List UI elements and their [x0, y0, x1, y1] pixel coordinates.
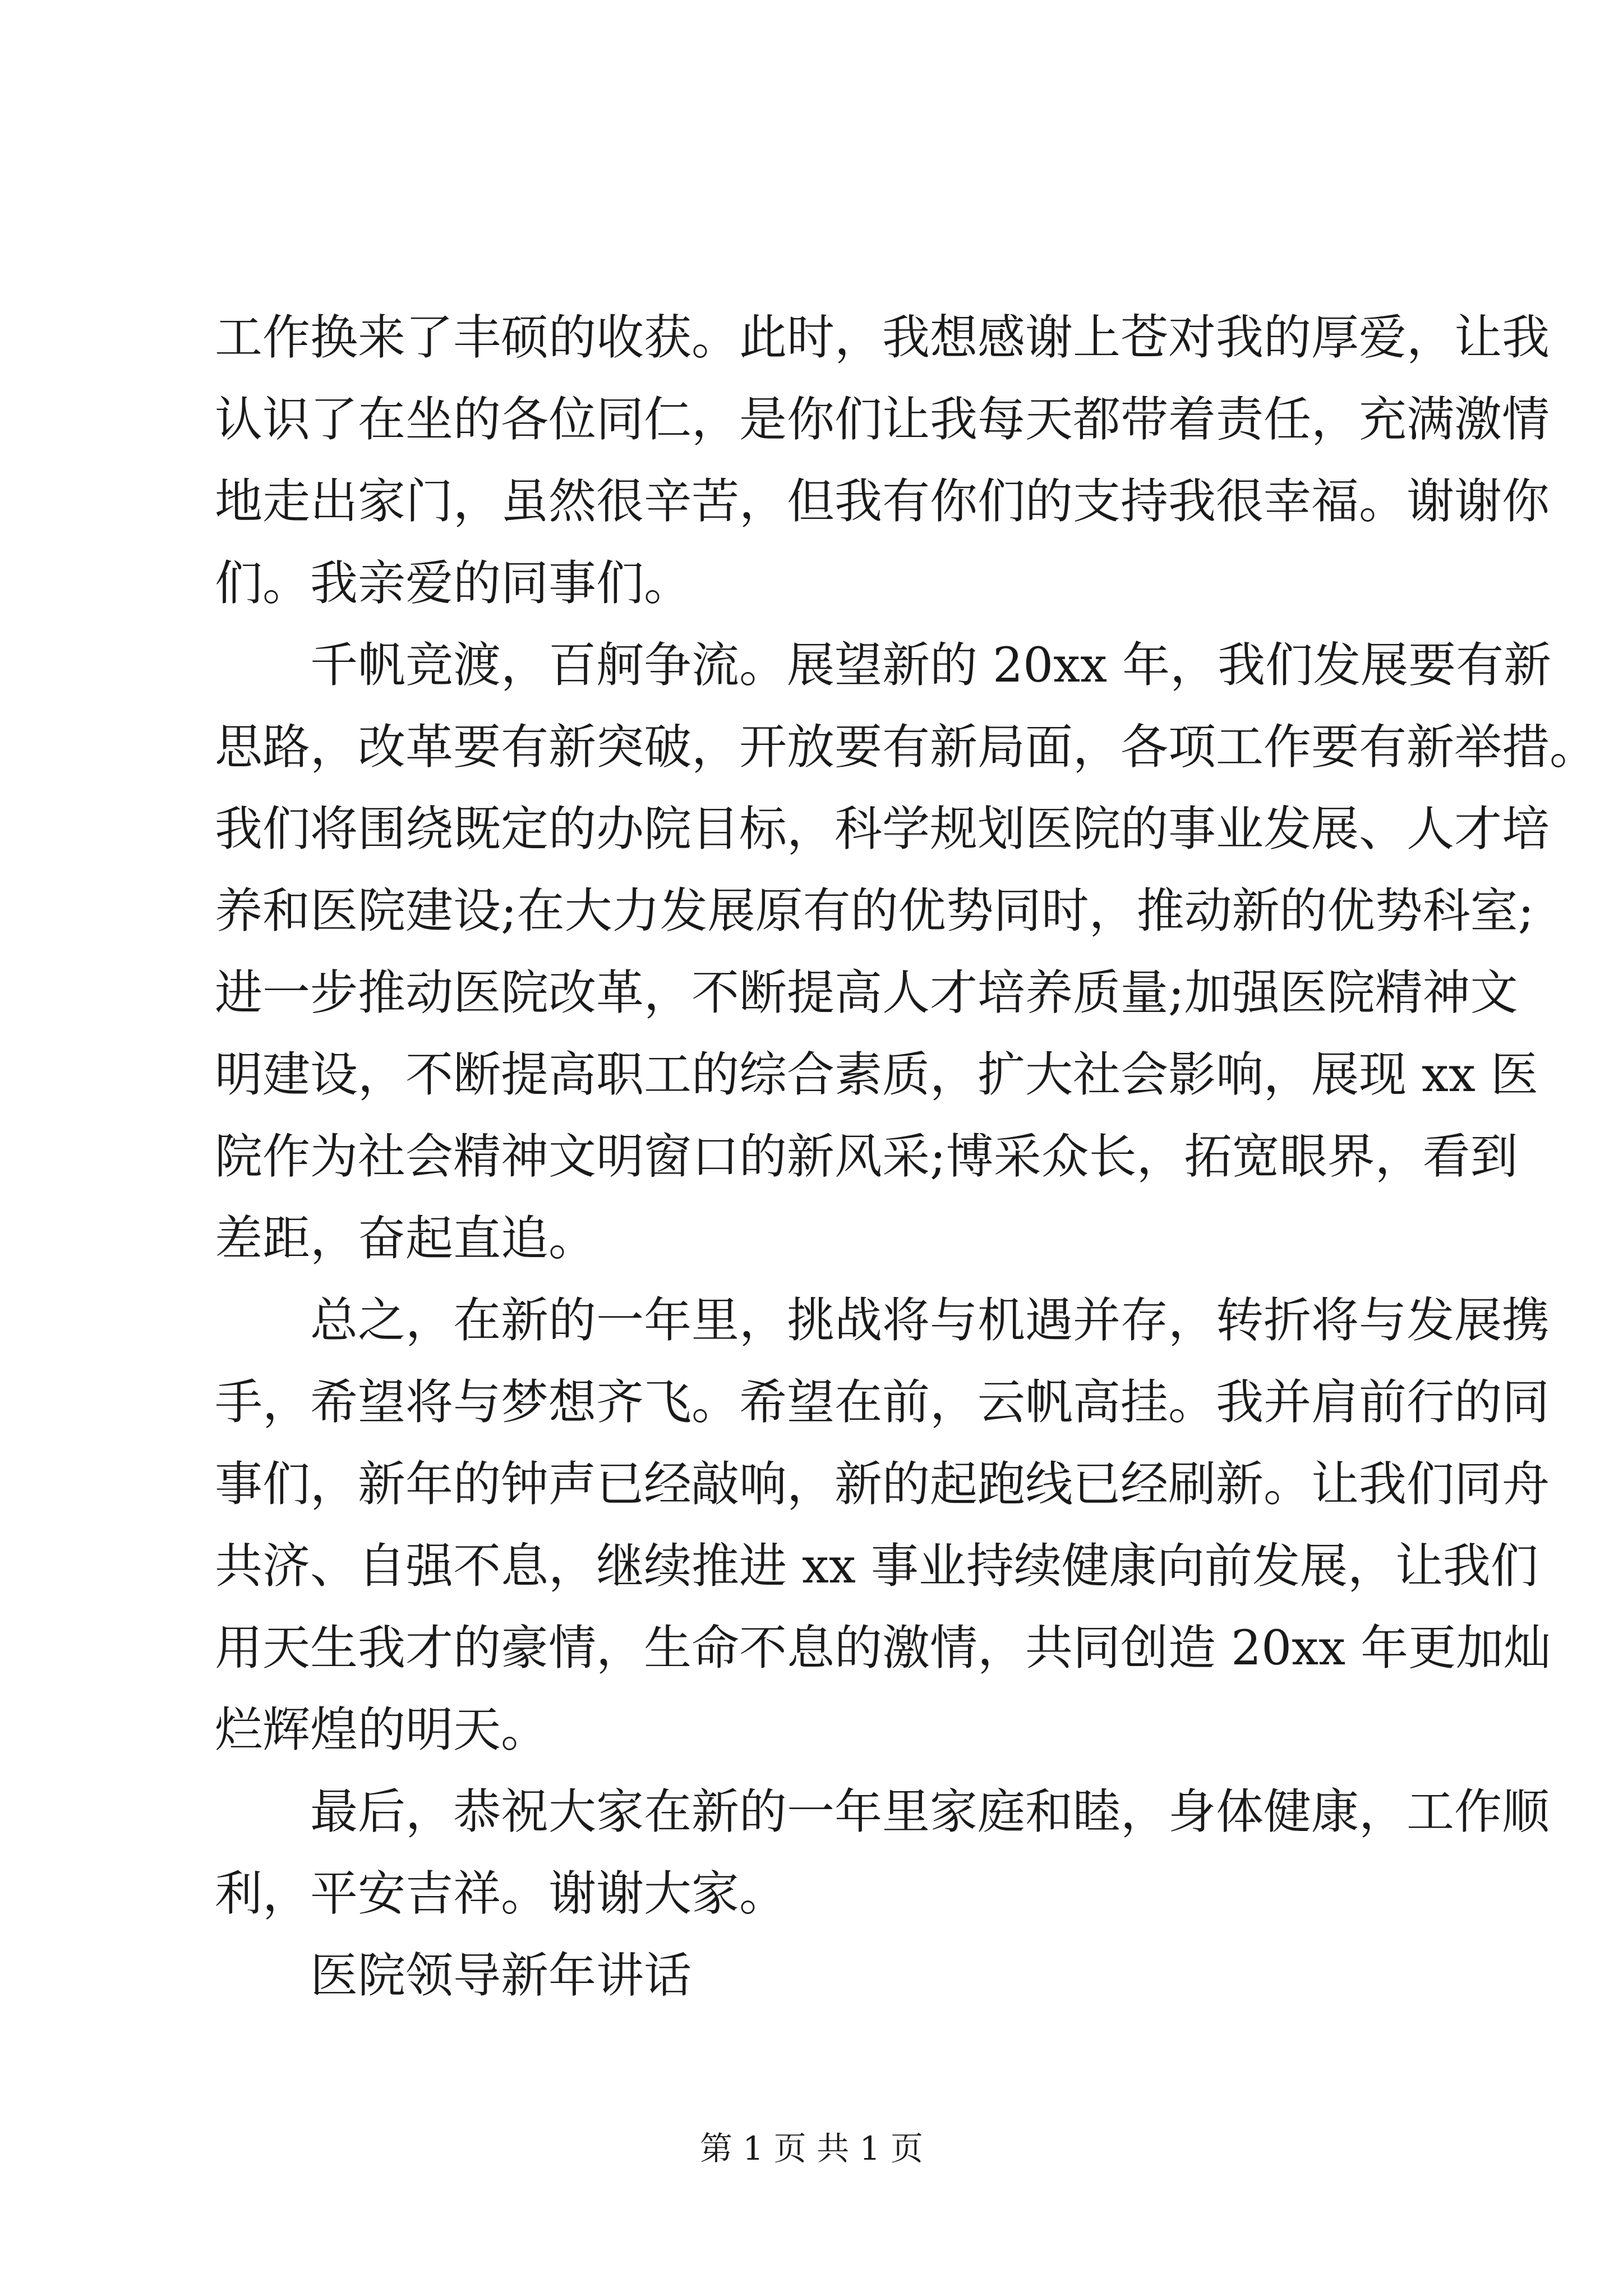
paragraph-start-line: 千帆竞渡，百舸争流。展望新的 20xx 年，我们发展要有新 [310, 638, 1552, 693]
text-line: 差距，奋起直追。 [215, 1211, 597, 1267]
text-line: 工作换来了丰硕的收获。此时，我想感谢上苍对我的厚爱，让我 [215, 310, 1550, 366]
text-line: 养和医院建设;在大力发展原有的优势同时，推动新的优势科室; [215, 884, 1534, 939]
text-line: 进一步推动医院改革，不断提高人才培养质量;加强医院精神文 [215, 965, 1518, 1021]
paragraph-start-line: 总之，在新的一年里，挑战将与机遇并存，转折将与发展携 [310, 1293, 1550, 1349]
text-line: 认识了在坐的各位同仁，是你们让我每天都带着责任，充满激情 [215, 392, 1550, 448]
text-line: 用天生我才的豪情，生命不息的激情，共同创造 20xx 年更加灿 [215, 1621, 1552, 1676]
text-line: 院作为社会精神文明窗口的新风采;博采众长，拓宽眼界，看到 [215, 1129, 1518, 1185]
text-line: 我们将围绕既定的办院目标，科学规划医院的事业发展、人才培 [215, 802, 1550, 857]
text-line: 地走出家门，虽然很辛苦，但我有你们的支持我很幸福。谢谢你 [215, 474, 1550, 530]
document-title-line: 医院领导新年讲话 [310, 1948, 692, 2004]
text-line: 们。我亲爱的同事们。 [215, 556, 692, 611]
text-line: 思路，改革要有新突破，开放要有新局面，各项工作要有新举措。 [215, 720, 1598, 775]
text-line: 事们，新年的钟声已经敲响，新的起跑线已经刷新。让我们同舟 [215, 1457, 1550, 1512]
text-line: 明建设，不断提高职工的综合素质，扩大社会影响，展现 xx 医 [215, 1047, 1538, 1103]
paragraph-start-line: 最后，恭祝大家在新的一年里家庭和睦，身体健康，工作顺 [310, 1784, 1550, 1840]
text-line: 手，希望将与梦想齐飞。希望在前，云帆高挂。我并肩前行的同 [215, 1375, 1550, 1430]
page-footer: 第 1 页 共 1 页 [700, 2129, 923, 2168]
document-body [215, 297, 1598, 2017]
text-line: 利，平安吉祥。谢谢大家。 [215, 1866, 787, 1922]
text-line: 共济、自强不息，继续推进 xx 事业持续健康向前发展，让我们 [215, 1539, 1538, 1594]
text-line: 烂辉煌的明天。 [215, 1703, 549, 1758]
